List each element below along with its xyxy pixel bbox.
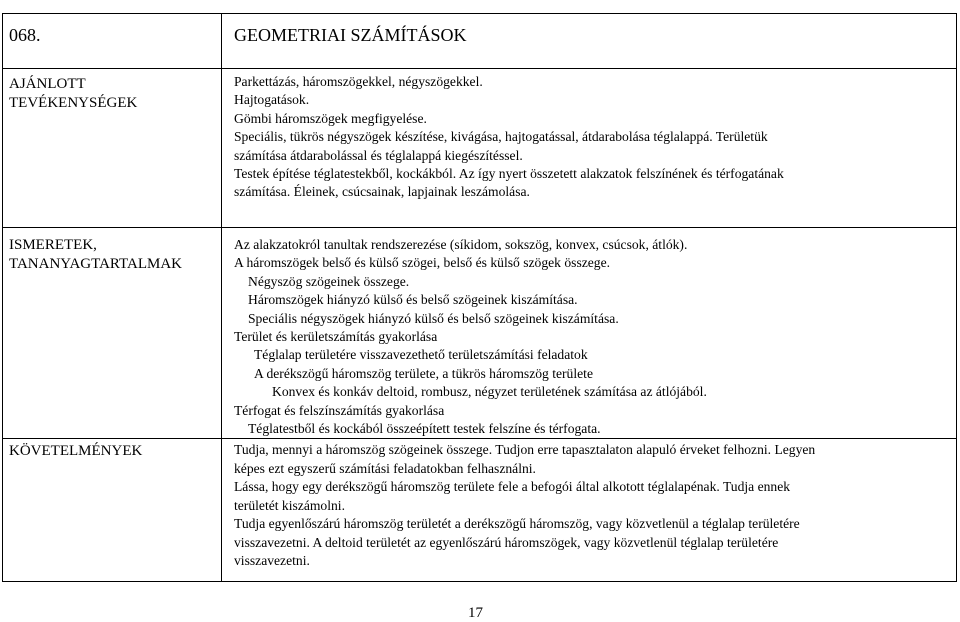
activities-line: Speciális, tükrös négyszögek készítése, kivágása, hajtogatással, átdarabolása téglalappá. Területük bbox=[234, 129, 768, 145]
knowledge-line: A derékszögű háromszög területe, a tükrös háromszög területe bbox=[254, 365, 593, 381]
knowledge-line: Háromszögek hiányzó külső és belső szögeinek kiszámítása. bbox=[248, 292, 578, 308]
requirements-line: visszavezetni. A deltoid területét az egyenlőszárú háromszögek, vagy közvetlenül téglalap területére bbox=[234, 534, 779, 550]
section-number: 068. bbox=[3, 14, 222, 69]
knowledge-line: Terület és kerületszámítás gyakorlása bbox=[234, 329, 438, 345]
section-title: GEOMETRIAI SZÁMÍTÁSOK bbox=[222, 14, 957, 69]
requirements-row bbox=[3, 439, 957, 582]
requirements-content bbox=[222, 439, 957, 582]
requirements-line: visszavezetni. bbox=[234, 552, 310, 568]
requirements-line: Lássa, hogy egy derékszögű háromszög területe fele a befogói által alkotott téglalapénak. Tudja ennek bbox=[234, 479, 791, 495]
requirements-label bbox=[3, 439, 222, 582]
page-number: 17 bbox=[468, 605, 483, 621]
activities-line: Hajtogatások. bbox=[234, 92, 310, 108]
knowledge-row bbox=[3, 228, 957, 439]
knowledge-line: Téglatestből és kockából összeépített testek felszíne és térfogata. bbox=[248, 421, 601, 437]
activities-content bbox=[222, 69, 957, 228]
activities-row bbox=[3, 69, 957, 228]
activities-line: számítása átdarabolással és téglalappá kiegészítéssel. bbox=[234, 147, 523, 163]
knowledge-label bbox=[3, 228, 222, 439]
header-row bbox=[3, 14, 957, 69]
activities-label bbox=[3, 69, 222, 228]
requirements-line: képes ezt egyszerű számítási feladatokban felhasználni. bbox=[234, 460, 536, 476]
knowledge-label-line: ISMERETEK, bbox=[9, 237, 97, 253]
activities-label-line: AJÁNLOTT bbox=[9, 76, 86, 92]
activities-label-line: TEVÉKENYSÉGEK bbox=[9, 95, 138, 111]
knowledge-line: Térfogat és felszínszámítás gyakorlása bbox=[234, 402, 445, 418]
knowledge-line: Speciális négyszögek hiányzó külső és belső szögeinek kiszámítása. bbox=[248, 310, 619, 326]
requirements-label-line: KÖVETELMÉNYEK bbox=[9, 443, 143, 460]
knowledge-line: Négyszög szögeinek összege. bbox=[248, 273, 410, 289]
knowledge-line: Konvex és konkáv deltoid, rombusz, négyzet területének számítása az átlójából. bbox=[272, 384, 707, 400]
knowledge-line: Az alakzatokról tanultak rendszerezése (síkidom, sokszög, konvex, csúcsok, átlók). bbox=[234, 237, 688, 252]
knowledge-content bbox=[222, 228, 957, 439]
requirements-line: területét kiszámolni. bbox=[234, 497, 345, 513]
activities-line: Parkettázás, háromszögekkel, négyszögekkel. bbox=[234, 74, 483, 89]
activities-line: Testek építése téglatestekből, kockákból. Az így nyert összetett alakzatok felszínének és térfogatának bbox=[234, 166, 784, 182]
curriculum-table bbox=[2, 13, 957, 582]
requirements-line: Tudja egyenlőszárú háromszög területét a derékszögű háromszög, vagy közvetlenül a téglalap területére bbox=[234, 516, 800, 532]
knowledge-line: Téglalap területére visszavezethető területszámítási feladatok bbox=[254, 347, 588, 363]
activities-line: Gömbi háromszögek megfigyelése. bbox=[234, 110, 427, 126]
activities-line: számítása. Éleinek, csúcsainak, lapjainak leszámolása. bbox=[234, 184, 530, 200]
requirements-line: Tudja, mennyi a háromszög szögeinek összege. Tudjon erre tapasztalaton alapuló érveket felhozni. Legyen bbox=[234, 442, 816, 458]
knowledge-line: A háromszögek belső és külső szögei, belső és külső szögek összege. bbox=[234, 255, 611, 271]
knowledge-label-line: TANANYAGTARTALMAK bbox=[9, 256, 182, 272]
